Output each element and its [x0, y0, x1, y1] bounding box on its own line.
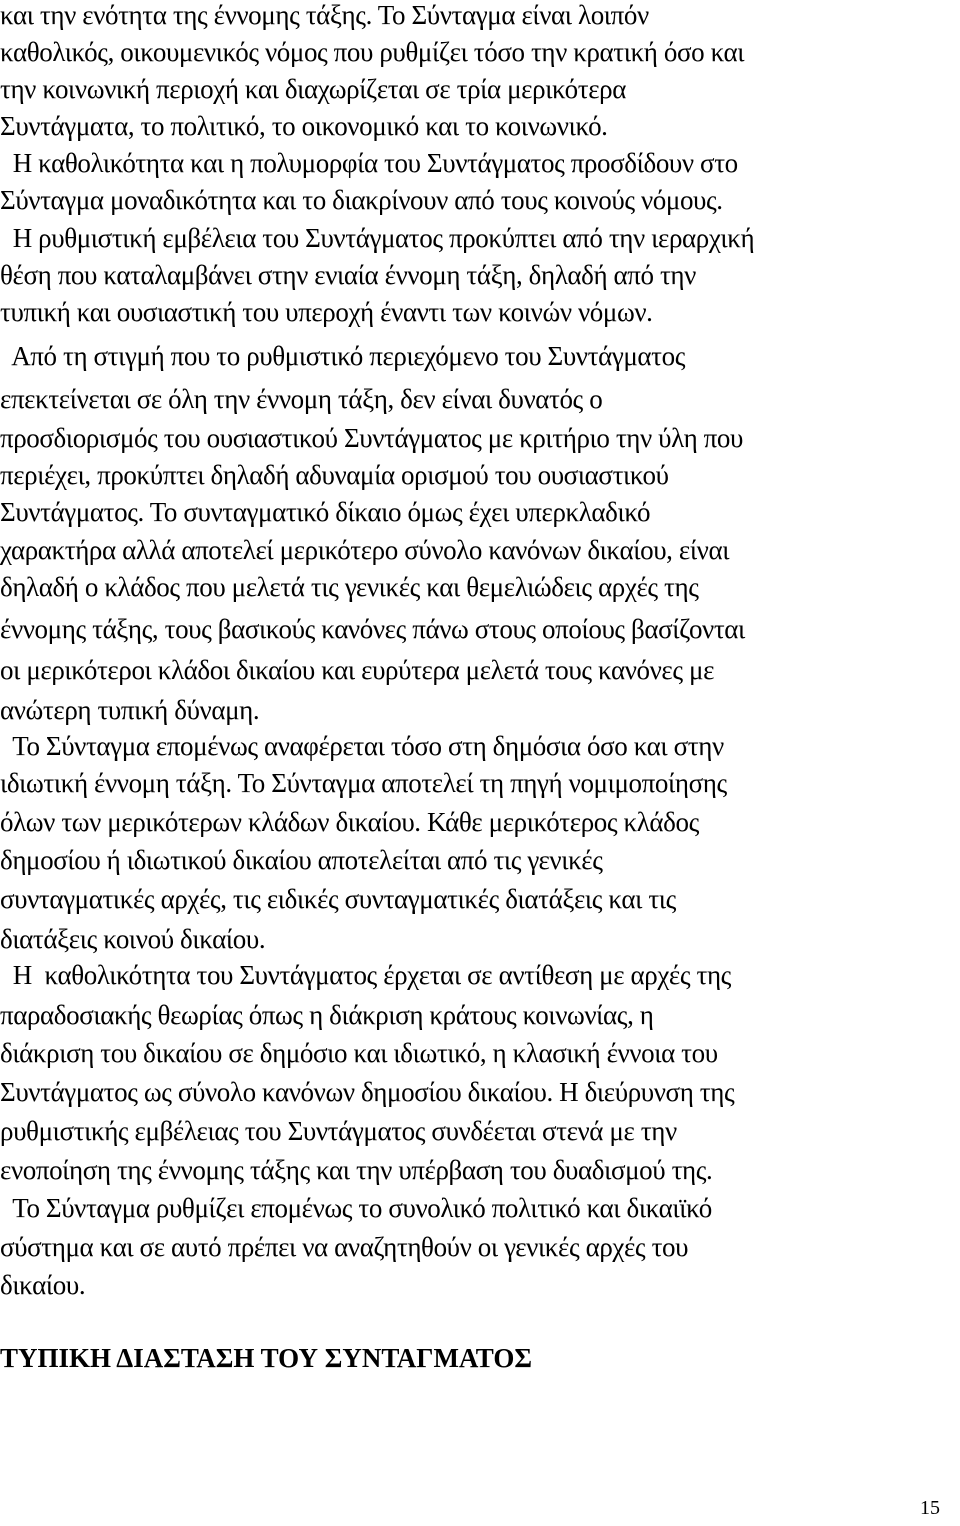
body-text-line: ιδιωτική έννομη τάξη. Το Σύνταγμα αποτελεί τη πηγή νομιμοποίησης: [0, 768, 727, 798]
body-text-line: διάκριση του δικαίου σε δημόσιο και ιδιωτικό, η κλασική έννοια του: [0, 1038, 718, 1068]
body-text-line: σύστημα και σε αυτό πρέπει να αναζητηθούν οι γενικές αρχές του: [0, 1232, 689, 1262]
body-text-line: ανώτερη τυπική δύναμη.: [0, 695, 260, 725]
body-text-line: Η ρυθμιστική εμβέλεια του Συντάγματος προκύπτει από την ιεραρχική: [0, 223, 755, 253]
body-text-line: προσδιορισμός του ουσιαστικού Συντάγματος με κριτήριο την ύλη που: [0, 423, 743, 453]
body-text-line: δηλαδή ο κλάδος που μελετά τις γενικές και θεμελιώδεις αρχές της: [0, 572, 699, 602]
body-text-line: συνταγματικές αρχές, τις ειδικές συνταγματικές διατάξεις και τις: [0, 884, 676, 914]
body-text-line: Συντάγματα, το πολιτικό, το οικονομικό και το κοινωνικό.: [0, 111, 608, 141]
body-text-line: θέση που καταλαμβάνει στην ενιαία έννομη τάξη, δηλαδή από την: [0, 260, 696, 290]
body-text-line: την κοινωνική περιοχή και διαχωρίζεται σε τρία μερικότερα: [0, 74, 626, 104]
body-text-line: παραδοσιακής θεωρίας όπως η διάκριση κράτους κοινωνίας, η: [0, 1000, 654, 1030]
body-text-line: Το Σύνταγμα επομένως αναφέρεται τόσο στη δημόσια όσο και στην: [0, 731, 724, 761]
body-text-line: Σύνταγμα μοναδικότητα και το διακρίνουν από τους κοινούς νόμους.: [0, 185, 723, 215]
body-text-line: δικαίου.: [0, 1270, 86, 1300]
body-text-line: οι μερικότεροι κλάδοι δικαίου και ευρύτερα μελετά τους κανόνες με: [0, 655, 715, 685]
section-heading: ΤΥΠΙΚΗ ΔΙΑΣΤΑΣΗ ΤΟΥ ΣΥΝΤΑΓΜΑΤΟΣ: [0, 1343, 532, 1373]
body-text-line: ρυθμιστικής εμβέλειας του Συντάγματος συνδέεται στενά με την: [0, 1116, 677, 1146]
body-text-line: χαρακτήρα αλλά αποτελεί μερικότερο σύνολο κανόνων δικαίου, είναι: [0, 535, 730, 565]
page-number: 15: [920, 1497, 940, 1519]
body-text-line: επεκτείνεται σε όλη την έννομη τάξη, δεν είναι δυνατός ο: [0, 384, 603, 414]
body-text-line: Η καθολικότητα του Συντάγματος έρχεται σε αντίθεση με αρχές της: [0, 960, 731, 990]
body-text-line: Από τη στιγμή που το ρυθμιστικό περιεχόμενο του Συντάγματος: [0, 341, 686, 371]
body-text-line: Η καθολικότητα και η πολυμορφία του Συντάγματος προσδίδουν στο: [0, 148, 738, 178]
body-text-line: διατάξεις κοινού δικαίου.: [0, 924, 266, 954]
body-text-line: Συντάγματος. Το συνταγματικό δίκαιο όμως έχει υπερκλαδικό: [0, 497, 651, 527]
body-text-line: Το Σύνταγμα ρυθμίζει επομένως το συνολικό πολιτικό και δικαιϊκό: [0, 1193, 712, 1223]
body-text-line: όλων των μερικότερων κλάδων δικαίου. Κάθε μερικότερος κλάδος: [0, 807, 699, 837]
body-text-line: τυπική και ουσιαστική του υπεροχή έναντι των κοινών νόμων.: [0, 297, 653, 327]
body-text-line: καθολικός, οικουμενικός νόμος που ρυθμίζει τόσο την κρατική όσο και: [0, 37, 745, 67]
body-text-line: έννομης τάξης, τους βασικούς κανόνες πάνω στους οποίους βασίζονται: [0, 614, 745, 644]
body-text-line: ενοποίηση της έννομης τάξης και την υπέρβαση του δυαδισμού της.: [0, 1155, 713, 1185]
body-text-line: Συντάγματος ως σύνολο κανόνων δημοσίου δικαίου. Η διεύρυνση της: [0, 1077, 735, 1107]
body-text-line: περιέχει, προκύπτει δηλαδή αδυναμία ορισμού του ουσιαστικού: [0, 460, 669, 490]
body-text-line: δημοσίου ή ιδιωτικού δικαίου αποτελείται από τις γενικές: [0, 845, 603, 875]
body-text-line: και την ενότητα της έννομης τάξης. Το Σύνταγμα είναι λοιπόν: [0, 0, 649, 30]
